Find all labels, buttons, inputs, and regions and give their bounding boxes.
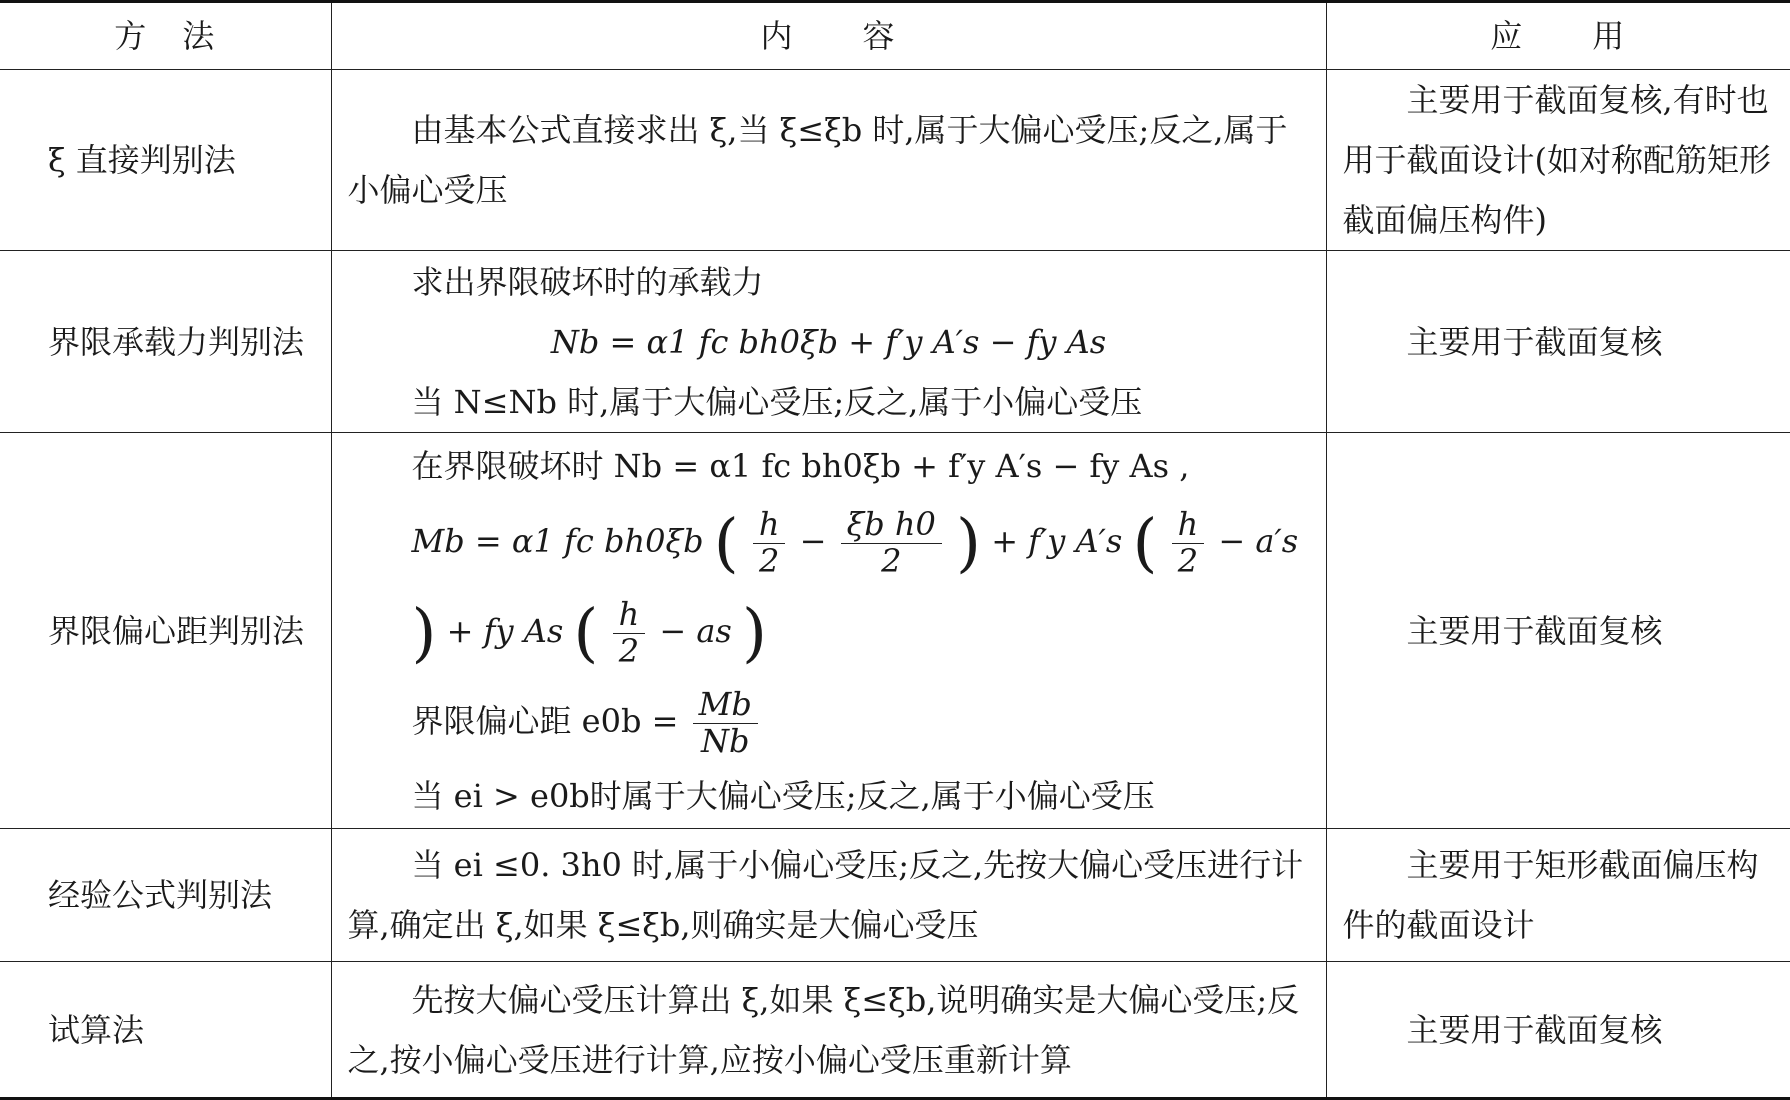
header-application: 应 用 [1326, 2, 1790, 70]
application-text: 主要用于矩形截面偏压构件的截面设计 [1342, 846, 1759, 944]
equation-text: Nb = α1 fc bh0ξb + f′y A′s − fy As [550, 322, 1107, 361]
method-cell: 经验公式判别法 [0, 829, 331, 962]
content-text: 先按大偏心受压计算出 ξ,如果 ξ≤ξb,说明确实是大偏心受压;反之,按小偏心受压进行计算,应按小偏心受压重新计算 [347, 980, 1300, 1079]
content-cell [331, 433, 1326, 829]
fraction [613, 597, 646, 668]
content-text: 当 ei > e0b时属于大偏心受压;反之,属于小偏心受压 [411, 776, 1155, 815]
table-row [0, 962, 1790, 1099]
moment-term: + fy As [446, 611, 564, 650]
application-cell [1326, 251, 1790, 433]
application-cell [1326, 829, 1790, 962]
fraction-numerator: ξb h0 [841, 507, 942, 543]
fraction-denominator: Nb [701, 721, 750, 760]
header-row [0, 2, 1790, 70]
table-row [0, 829, 1790, 962]
moment-term: + f′y A′s [991, 521, 1123, 560]
content-text: 在界限破坏时 Nb = α1 fc bh0ξb + f′y A′s − fy As , [411, 446, 1190, 485]
method-cell: ξ 直接判别法 [0, 70, 331, 251]
paren-close: ) [742, 596, 767, 670]
paren-open: ( [713, 506, 739, 580]
moment-term: − a′s [1218, 521, 1299, 560]
fraction [693, 687, 758, 758]
paren-open: ( [1132, 506, 1158, 580]
fraction-denominator: 2 [881, 541, 902, 580]
content-text: 由基本公式直接求出 ξ,当 ξ≤ξb 时,属于大偏心受压;反之,属于小偏心受压 [347, 111, 1288, 209]
fraction [1172, 507, 1205, 578]
application-text: 主要用于截面复核 [1406, 1010, 1663, 1049]
fraction [841, 507, 942, 578]
content-cell [331, 70, 1326, 251]
content-cell [331, 962, 1326, 1099]
table-row [0, 433, 1790, 829]
application-text: 主要用于截面复核 [1406, 611, 1663, 650]
method-cell: 界限偏心距判别法 [0, 433, 331, 829]
paren-close: ) [956, 506, 982, 580]
paren-open: ( [573, 596, 599, 670]
application-cell [1326, 433, 1790, 829]
table-row [0, 251, 1790, 433]
method-cell: 试算法 [0, 962, 331, 1099]
header-method: 方 法 [0, 2, 331, 70]
fraction-denominator: 2 [618, 631, 640, 670]
method-cell: 界限承载力判别法 [0, 251, 331, 433]
application-text: 主要用于截面复核 [1406, 322, 1663, 361]
content-text: 当 N≤Nb 时,属于大偏心受压;反之,属于小偏心受压 [411, 382, 1143, 421]
fraction [753, 507, 786, 578]
application-text: 主要用于截面复核,有时也用于截面设计(如对称配筋矩形截面偏压构件) [1342, 81, 1771, 239]
header-content: 内 容 [331, 2, 1326, 70]
eccentricity-line [348, 676, 1310, 766]
moment-term: − as [659, 611, 732, 650]
application-cell [1326, 962, 1790, 1099]
content-cell [331, 829, 1326, 962]
paren-close: ) [411, 596, 437, 670]
fraction-denominator: 2 [1177, 541, 1199, 580]
content-text: 求出界限破坏时的承载力 [411, 262, 764, 301]
moment-lhs: Mb = α1 fc bh0ξb [411, 521, 704, 560]
table-row [0, 70, 1790, 251]
fraction-numerator: h [613, 597, 646, 633]
eccentricity-label: 界限偏心距 e0b = [411, 701, 679, 740]
content-text: 当 ei ≤0. 3h0 时,属于小偏心受压;反之,先按大偏心受压进行计算,确定出 ξ,如果 ξ≤ξb,则确实是大偏心受压 [347, 846, 1304, 944]
fraction-numerator: Mb [693, 687, 758, 723]
application-cell [1326, 70, 1790, 251]
fraction-numerator: h [753, 507, 786, 543]
content-cell [331, 251, 1326, 433]
fraction-denominator: 2 [758, 541, 780, 580]
fraction-numerator: h [1172, 507, 1205, 543]
moment-equation: Mb = α1 fc bh0ξb ( $\frac{h}{2}$ − $\frac{\text{ξb h0}}{2}$ ) + f′y A′s ( $\frac{h}{2}$ − a′s ) + fy As ( $\frac{h}{2}$ − as ) [411, 505, 1299, 670]
